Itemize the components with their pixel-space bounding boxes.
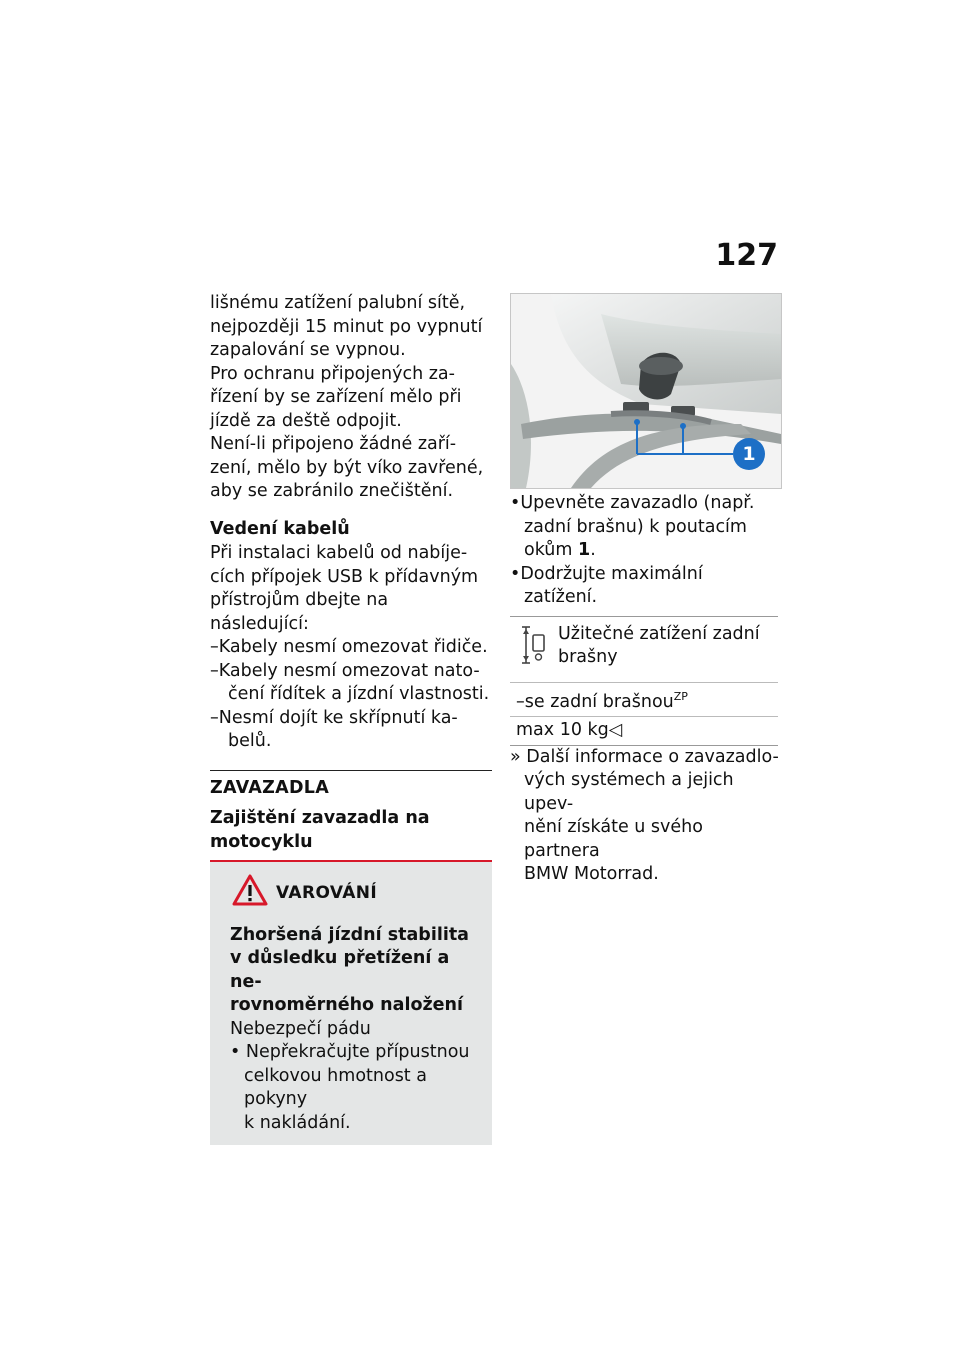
no-device-text: Není-li připojeno žádné zaří- zení, mělo by být víko zavřené, aby se zabránilo znečištění. [210, 434, 484, 501]
dash-item: –Nesmí dojít ke skřípnutí ka- belů. [210, 707, 458, 751]
dash-item: –Kabely nesmí omezovat nato- čení řídítek a jízdní vlastnosti. [210, 660, 490, 704]
luggage-hook-illustration [510, 293, 782, 489]
intro-text: lišnému zatížení palubní sítě, nejpozději 15 minut po vypnutí zapalování se vypnou. [210, 293, 483, 360]
more-info: » Další informace o zavazadlo- vých systémech a jejich upev- nění získáte u svého partnera BMW Motorrad. [510, 746, 779, 885]
spec-row: –se zadní brašnou$^{ZP}$ [510, 682, 778, 716]
bullet-item: •Dodržujte maximální zatížení. [510, 563, 703, 607]
warning-triangle-icon [232, 874, 268, 914]
dash-item: –Kabely nesmí omezovat řidiče. [210, 637, 488, 657]
weight-icon [520, 623, 548, 675]
bullet-item: •Upevněte zavazadlo (např. zadní brašnu) k poutacím okům 1. [510, 493, 755, 560]
subsection-title: Zajištění zavazadla na motocyklu [210, 808, 430, 852]
warning-action: • Nepřekračujte přípustnou celkovou hmotnost a pokyny k nakládání. [230, 1042, 470, 1133]
cable-text: Při instalaci kabelů od nabíje- cích přípojek USB k přídavným přístrojům dbejte na následující: [210, 543, 479, 634]
left-column [210, 292, 492, 1145]
spec-row: max 10 kg◁ [510, 716, 778, 745]
cable-heading: Vedení kabelů [210, 518, 350, 539]
right-column [510, 492, 780, 887]
callout-1: 1 [733, 438, 765, 470]
section-divider [210, 770, 492, 771]
warning-title: VAROVÁNÍ [276, 883, 378, 903]
warning-box [210, 860, 492, 1145]
warning-consequence: Nebezpečí pádu [230, 1018, 371, 1039]
page-number: 127 [715, 238, 778, 273]
protect-text: Pro ochranu připojených za- řízení by se zařízení mělo při jízdě za deště odpojit. [210, 363, 462, 431]
warning-hazard: Zhoršená jízdní stabilita v důsledku přetížení a ne- rovnoměrného naložení [230, 924, 469, 1015]
spec-table [510, 616, 778, 746]
spec-title: Užitečné zatížení zadní brašny [558, 623, 760, 667]
section-title: ZAVAZADLA [210, 777, 330, 798]
